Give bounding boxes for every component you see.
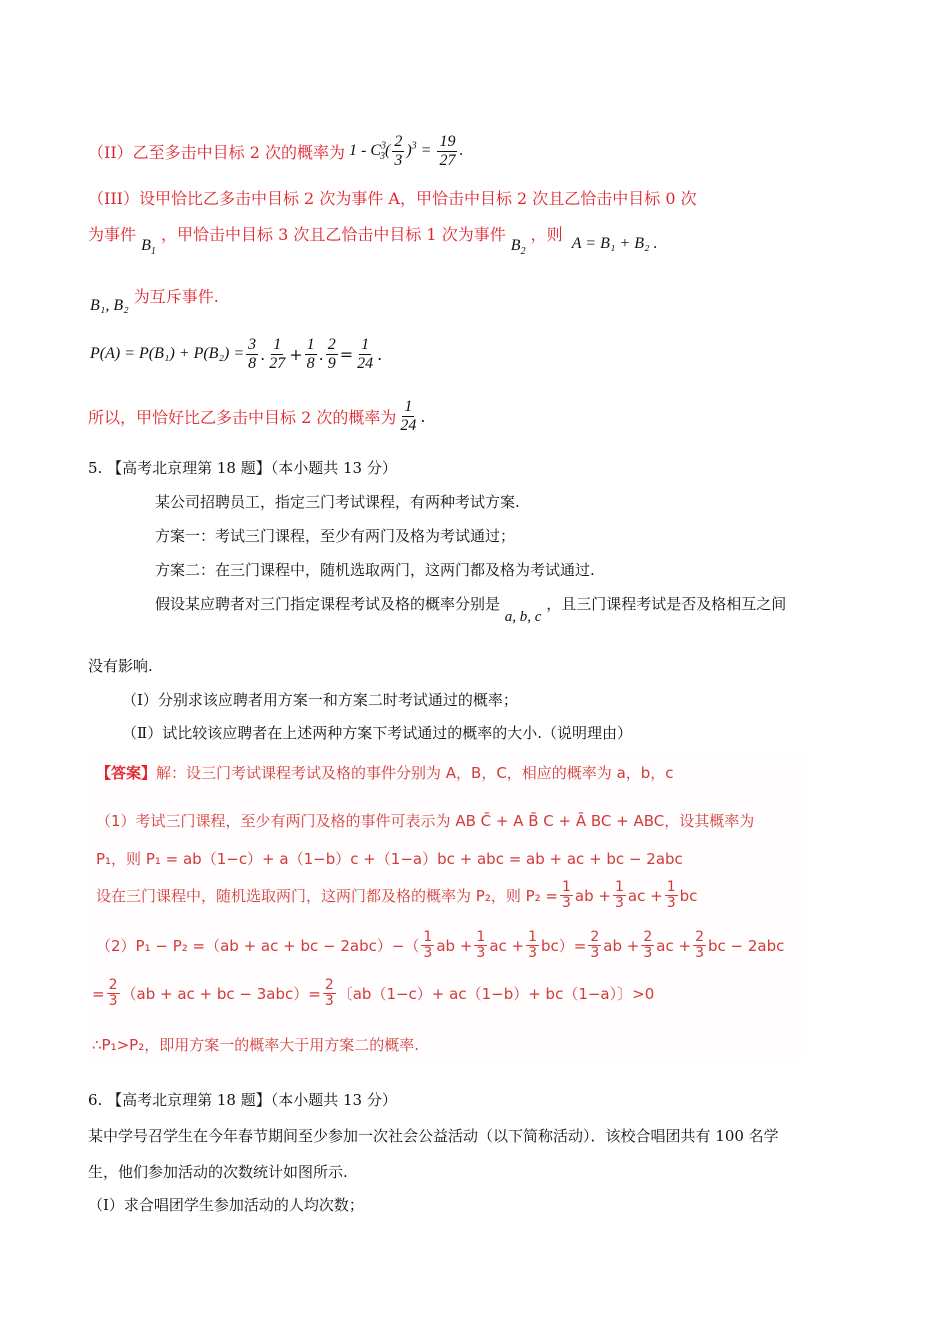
part-ii-text: （II）乙至多击中目标 2 次的概率为 bbox=[88, 142, 345, 162]
answer-line3: P₁，则 P₁ = ab（1−c）+ a（1−b）c +（1−a）bc + abc = ab + ac + bc − 2abc bbox=[96, 850, 683, 868]
part-ii-formula: $1 - C^3_3$( $\frac{2}{3}$ )$^3$ = $\frac{19}{27}$ . bbox=[349, 132, 464, 169]
q5-p1: 某公司招聘员工，指定三门考试课程，有两种考试方案. bbox=[155, 493, 520, 511]
answer-line4: 设在三门课程中，随机选取两门，这两门都及格的概率为 P₂，则 P₂ = $\frac{1}{3}$ ab + $\frac{1}{3}$ ac + $\frac{1}{3}$ bc bbox=[96, 879, 698, 912]
part-iii-line1: （III）设甲恰比乙多击中目标 2 次为事件 A，甲恰击中目标 2 次且乙恰击中目标 0 次 bbox=[88, 189, 697, 208]
answer-line6: = $\frac{2}{3}$ （ab + ac + bc − 3abc）= $\frac{2}{3}$ 〔ab（1−c）+ ac（1−b）+ bc（1−a）〕>0 bbox=[92, 977, 655, 1010]
q5-q2: （Ⅱ）试比较该应聘者在上述两种方案下考试通过的概率的大小.（说明理由） bbox=[122, 724, 632, 742]
answer-line1: 【答案】解：设三门考试课程考试及格的事件分别为 A，B，C，相应的概率为 a，b，c bbox=[96, 764, 674, 782]
q5-p4: 假设某应聘者对三门指定课程考试及格的概率分别是 a, b, c ，且三门课程考试是否及格相互之间 bbox=[155, 595, 787, 625]
part-ii-line bbox=[88, 128, 463, 174]
q6-p2: 生，他们参加活动的次数统计如图所示. bbox=[88, 1163, 348, 1181]
part-iii-conclusion: 所以，甲恰好比乙多击中目标 2 次的概率为 $\frac{1}{24}$ . bbox=[88, 398, 426, 434]
part-iii-line2: 为事件 $B_1$ ，甲恰击中目标 3 次且乙恰击中目标 1 次为事件 $B_2$ ，则 A = B₁ + B₂ . bbox=[88, 225, 658, 258]
answer-line5: （2）P₁ − P₂ =（ab + ac + bc − 2abc）−（ $\frac{1}{3}$ ab + $\frac{1}{3}$ ac + $\frac{1}{3}$ bc）= $\frac{2}{3}$ ab + $\frac{2}{3}$ ac + $\frac{2}{3}$ bc − 2abc bbox=[96, 929, 785, 962]
q6-heading: 6. 【高考北京理第 18 题】（本小题共 13 分） bbox=[88, 1091, 397, 1109]
answer-line7: ∴P₁>P₂，即用方案一的概率大于用方案二的概率. bbox=[92, 1036, 419, 1054]
part-iii-mutex: B₁, B₂ 为互斥事件. bbox=[90, 287, 219, 314]
q5-heading: 5. 【高考北京理第 18 题】（本小题共 13 分） bbox=[88, 459, 397, 477]
q5-p3: 方案二：在三门课程中，随机选取两门，这两门都及格为考试通过. bbox=[155, 561, 595, 579]
q6-p1: 某中学号召学生在今年春节期间至少参加一次社会公益活动（以下简称活动）．该校合唱团共有 100 名学 bbox=[88, 1127, 779, 1145]
q5-p5: 没有影响. bbox=[88, 657, 153, 675]
q5-p2: 方案一：考试三门课程，至少有两门及格为考试通过； bbox=[155, 527, 516, 545]
part-iii-prob: P(A) = P(B₁) + P(B₂) = $\frac{3}{8}$ . $\frac{1}{27}$ + $\frac{1}{8}$ . $\frac{2}{9}$ = $\frac{1}{24}$ . bbox=[90, 336, 383, 372]
q6-q1: （I）求合唱团学生参加活动的人均次数； bbox=[88, 1196, 364, 1214]
q5-q1: （Ⅰ）分别求该应聘者用方案一和方案二时考试通过的概率； bbox=[122, 691, 518, 709]
answer-line2: （1）考试三门课程，至少有两门及格的事件可表示为 AB C̄ + A B̄ C + Ā BC + ABC，设其概率为 bbox=[96, 812, 755, 830]
